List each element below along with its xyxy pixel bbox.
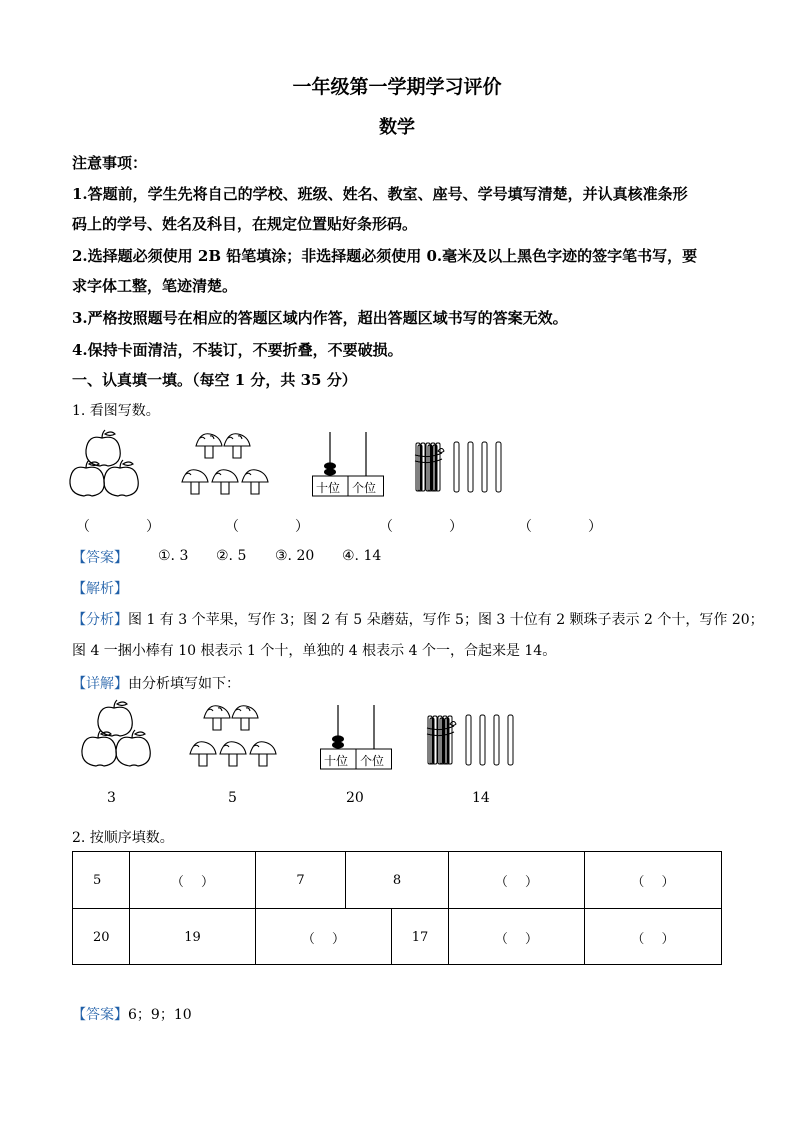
answer-value: ①. 3 [158, 548, 189, 564]
answer-value: ③. 20 [275, 548, 315, 564]
filled-answer: 14 [472, 790, 490, 806]
answer-blank[interactable]: （ ） [76, 519, 160, 535]
mushroom-group-picture [182, 432, 272, 502]
answer-value: ④. 14 [342, 548, 382, 564]
page-title: 一年级第一学期学习评价 [292, 76, 502, 98]
answer-tag: 【答案】 [72, 550, 128, 566]
answer-value: ②. 5 [216, 548, 247, 564]
analysis-tag: 【解析】 [72, 581, 128, 597]
sequence-cell: 17 [392, 909, 449, 965]
analysis-label: 【分析】 [72, 612, 128, 628]
abacus-tens-label: 十位 [324, 754, 349, 768]
mushroom-group-picture [190, 704, 280, 774]
apple-group-picture [86, 700, 156, 772]
sequence-cell: 20 [73, 909, 130, 965]
note-line: 3.严格按照题号在相应的答题区域内作答，超出答题区域书写的答案无效。 [72, 309, 568, 327]
sequence-row [73, 852, 721, 909]
sequence-cell: 7 [256, 852, 346, 908]
detail-text: 由分析填写如下： [128, 676, 240, 692]
note-line: 4.保持卡面清洁，不装订，不要折叠，不要破损。 [72, 341, 403, 359]
filled-answer: 3 [107, 790, 116, 806]
analysis-text: 图 1 有 3 个苹果，写作 3；图 2 有 5 朵蘑菇，写作 5；图 3 十位有 2 颗珠子表示 2 个十，写作 20； [128, 612, 764, 628]
sticks-bundle-picture [426, 714, 516, 768]
sequence-blank-cell[interactable]: （ ） [256, 909, 392, 965]
sequence-blank-cell[interactable]: （ ） [449, 909, 585, 965]
sticks-bundle-picture [414, 441, 504, 495]
answer-blank[interactable]: （ ） [518, 519, 602, 535]
detail-label: 【详解】 [72, 676, 128, 692]
question-2-title: 2. 按顺序填数。 [72, 830, 174, 846]
sequence-table [72, 851, 722, 965]
notes-heading: 注意事项： [72, 154, 148, 172]
answer-tag: 【答案】 [72, 1007, 128, 1023]
sequence-row [73, 909, 721, 965]
sequence-cell: 5 [73, 852, 130, 908]
subject-title: 数学 [379, 117, 415, 138]
note-line: 码上的学号、姓名及科目，在规定位置贴好条形码。 [72, 215, 418, 233]
analysis-text: 图 4 一捆小棒有 10 根表示 1 个十，单独的 4 根表示 4 个一，合起来是 14。 [72, 643, 557, 659]
sequence-cell: 19 [130, 909, 256, 965]
filled-answer: 20 [346, 790, 364, 806]
note-line: 1.答题前，学生先将自己的学校、班级、姓名、教室、座号、学号填写清楚，并认真核准条形 [72, 185, 688, 203]
sequence-blank-cell[interactable]: （ ） [449, 852, 585, 908]
answer-value: 6；9；10 [128, 1007, 192, 1023]
note-line: 求字体工整，笔迹清楚。 [72, 277, 238, 295]
sequence-cell: 8 [346, 852, 449, 908]
answer-blank[interactable]: （ ） [379, 519, 463, 535]
section-title: 一、认真填一填。（每空 1 分，共 35 分） [72, 371, 357, 389]
apple-group-picture [74, 430, 144, 502]
sequence-blank-cell[interactable]: （ ） [631, 931, 675, 947]
answer-blank[interactable]: （ ） [225, 519, 309, 535]
abacus-tens-label: 十位 [316, 481, 341, 495]
abacus-ones-label: 个位 [352, 481, 377, 495]
note-line: 2.选择题必须使用 2B 铅笔填涂；非选择题必须使用 0.毫米及以上黑色字迹的签字笔书写，要 [72, 247, 698, 265]
sequence-blank-cell[interactable]: （ ） [130, 852, 256, 908]
question-1-title: 1. 看图写数。 [72, 403, 160, 419]
sequence-blank-cell[interactable]: （ ） [631, 874, 675, 890]
filled-answer: 5 [228, 790, 237, 806]
abacus-ones-label: 个位 [360, 754, 385, 768]
